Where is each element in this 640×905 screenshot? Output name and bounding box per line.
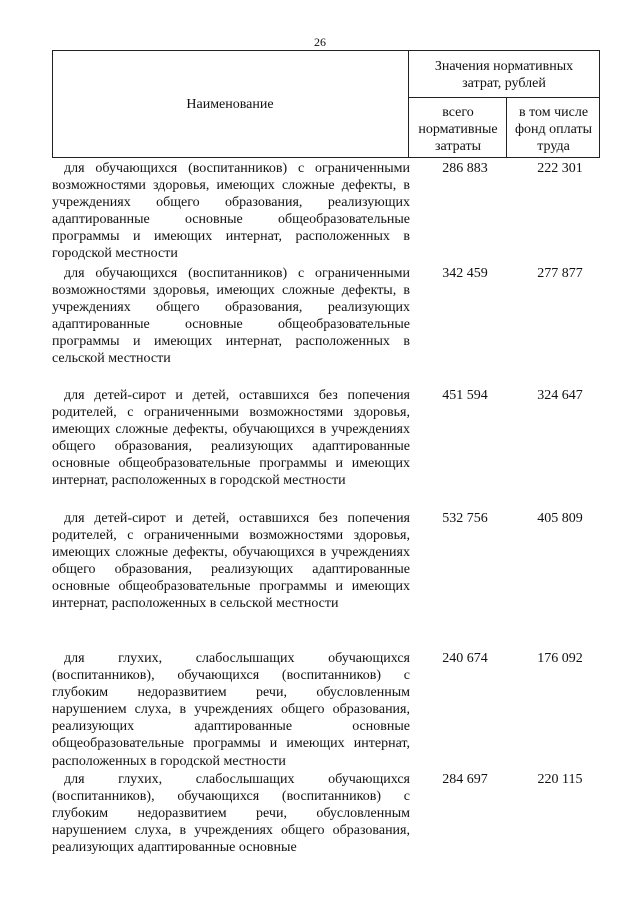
header-name-column: Наименование — [186, 97, 274, 112]
header-values-group: Значения нормативных затрат, рублей — [434, 59, 574, 91]
row-description: для детей-сирот и детей, оставшихся без попечения родителей, с ограниченными возможностями здоровья, имеющих сложные дефекты, обучающихся в учреждениях общего образования, реализующих адаптированные основные общеобразовательные программы и имеющих интернат, расположенных в городской местности — [52, 388, 410, 489]
row-total-value: 532 756 — [442, 511, 488, 526]
row-total-value: 286 883 — [442, 161, 488, 176]
row-salary-value: 176 092 — [537, 651, 583, 666]
row-description: для глухих, слабослышащих обучающихся (воспитанников), обучающихся (воспитанников) с глубоким недоразвитием речи, обусловленным нарушением слуха, в учреждениях общего образования, реализующих адаптированные основные общеобразовательные программы и имеющих интернат, расположенных в городской местности — [52, 651, 410, 769]
row-salary-value: 324 647 — [537, 388, 583, 403]
row-total-value: 284 697 — [442, 772, 488, 787]
table-right-border — [599, 50, 600, 158]
row-salary-value: 277 877 — [537, 266, 583, 281]
row-description: для глухих, слабослышащих обучающихся (воспитанников), обучающихся (воспитанников) с глубоким недоразвитием речи, обусловленным нарушением слуха, в учреждениях общего образования, реализующих адаптированные основные — [52, 772, 410, 856]
header-total-column: всего нормативные затраты — [418, 105, 498, 154]
header-bottom-border — [52, 157, 600, 158]
page-number: 26 — [314, 35, 326, 49]
row-description: для обучающихся (воспитанников) с ограниченными возможностями здоровья, имеющих сложные дефекты, в учреждениях общего образования, реализующих адаптированные основные общеобразовательные программы и имеющих интернат, расположенных в городской местности — [52, 161, 410, 262]
header-salary-column: в том числе фонд оплаты труда — [514, 105, 593, 154]
subheader-divider — [408, 97, 600, 98]
row-description: для обучающихся (воспитанников) с ограниченными возможностями здоровья, имеющих сложные дефекты, в учреждениях общего образования, реализующих адаптированные основные общеобразовательные программы и имеющих интернат, расположенных в сельской местности — [52, 266, 410, 367]
table-top-border — [52, 50, 600, 51]
row-total-value: 240 674 — [442, 651, 488, 666]
row-salary-value: 405 809 — [537, 511, 583, 526]
row-salary-value: 222 301 — [537, 161, 583, 176]
name-column-divider — [408, 50, 409, 158]
row-total-value: 342 459 — [442, 266, 488, 281]
row-description: для детей-сирот и детей, оставшихся без попечения родителей, с ограниченными возможностями здоровья, имеющих сложные дефекты, обучающихся в учреждениях общего образования, реализующих адаптированные основные общеобразовательные программы и имеющих интернат, расположенных в сельской местности — [52, 511, 410, 612]
row-total-value: 451 594 — [442, 388, 488, 403]
value-column-divider — [506, 97, 507, 158]
row-salary-value: 220 115 — [537, 772, 583, 787]
